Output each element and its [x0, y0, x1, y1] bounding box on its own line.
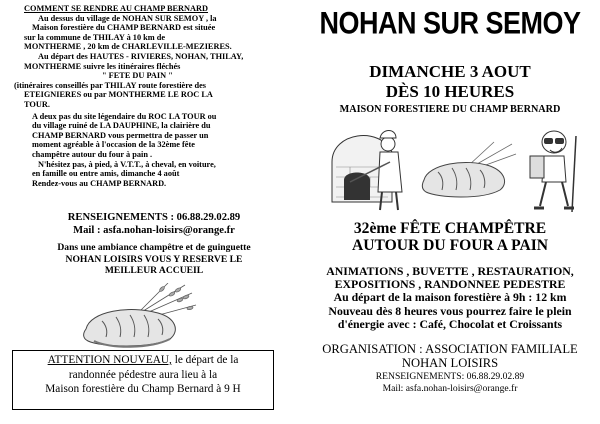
- ambiance-line: Dans une ambiance champêtre et de guinguette: [57, 242, 251, 253]
- organizer-line: NOHAN LOISIRS: [401, 356, 499, 370]
- program-line: d'énergie avec : Café, Chocolat et Croissants: [337, 316, 563, 331]
- right-mail: Mail: asfa.nohan-loisirs@orange.fr: [382, 383, 518, 394]
- festival-title-line: AUTOUR DU FOUR A PAIN: [351, 237, 549, 254]
- left-phone: RENSEIGNEMENTS : 06.88.29.02.89: [67, 212, 241, 223]
- left-contact-block: [14, 211, 294, 237]
- site-line: du village ruiné de LA DAUPHINE, la clairière du: [32, 121, 211, 131]
- attention-line: randonnée pédestre aura lieu à la: [68, 368, 218, 381]
- event-time: DÈS 10 HEURES: [385, 82, 515, 101]
- directions-line: MONTHERME suivre les itinéraires fléchés: [24, 61, 181, 71]
- baker-oven-illustration-icon: [330, 122, 420, 212]
- directions-line: Maison forestière du CHAMP BERNARD est située: [32, 23, 216, 33]
- program-line: Nouveau dès 8 heures vous pourrez faire le plein: [328, 303, 572, 318]
- program-line: ANIMATIONS , BUVETTE , RESTAURATION,: [326, 264, 574, 278]
- site-line: Rendez-vous au CHAMP BERNARD.: [32, 178, 167, 188]
- hiker-illustration-icon: [520, 126, 590, 216]
- program-block: [305, 265, 595, 331]
- attention-first-line: [13, 353, 273, 368]
- site-line: en famille ou entre amis, dimanche 4 août: [32, 169, 180, 179]
- site-line: moment agréable à l'occasion de la 32ème fête: [32, 140, 195, 150]
- directions-heading: COMMENT SE RENDRE AU CHAMP BERNARD: [24, 4, 209, 13]
- festival-title-block: [315, 220, 585, 254]
- directions-line: TOUR.: [24, 99, 50, 109]
- attention-line: Maison forestière du Champ Bernard à 9 H: [45, 383, 241, 395]
- directions-line: (itinéraires conseillés par THILAY route forestière des: [14, 80, 207, 90]
- site-line: champêtre autour du four à pain .: [32, 149, 153, 159]
- left-mail: Mail : asfa.nohan-loisirs@orange.fr: [73, 225, 235, 236]
- directions-line: ETEIGNIERES ou par MONTHERME LE ROC LA: [24, 90, 213, 100]
- venue-name: MAISON FORESTIERE DU CHAMP BERNARD: [339, 104, 561, 115]
- bread-loaf-illustration-icon: [420, 140, 520, 200]
- bread-wheat-illustration-icon: [80, 283, 200, 349]
- directions-line: sur la commune de THILAY à 10 km de: [24, 32, 166, 42]
- organizer-block: [315, 342, 585, 370]
- organizer-line: ORGANISATION : ASSOCIATION FAMILIALE: [322, 342, 578, 356]
- site-line: N'hésitez pas, à pied, à V.T.T., à cheval, en voiture,: [38, 159, 216, 169]
- event-date-block: [315, 62, 585, 102]
- village-title: NOHAN SUR SEMOY: [319, 5, 581, 41]
- ambiance-line: MEILLEUR ACCUEIL: [104, 265, 204, 276]
- directions-line: Au départ des HAUTES - RIVIERES, NOHAN, THILAY,: [38, 51, 244, 61]
- ambiance-block: [14, 242, 294, 277]
- right-phone: RENSEIGNEMENTS: 06.88.29.02.89: [375, 371, 525, 382]
- site-line: CHAMP BERNARD vous permettra de passer un: [32, 130, 209, 140]
- program-line: Au départ de la maison forestière à 9h : 12 km: [333, 290, 567, 305]
- directions-block: [14, 4, 294, 188]
- directions-line: MONTHERME , 20 km de CHARLEVILLE-MEZIERES.: [24, 42, 232, 52]
- festival-title-line: 32ème FÊTE CHAMPÊTRE: [353, 220, 547, 237]
- program-line: EXPOSITIONS , RANDONNEE PEDESTRE: [334, 277, 566, 292]
- directions-line: " FETE DU PAIN ": [102, 71, 173, 81]
- site-line: A deux pas du site légendaire du ROC LA TOUR ou: [32, 111, 217, 121]
- right-contact-block: [315, 371, 585, 395]
- event-date: DIMANCHE 3 AOUT: [369, 62, 531, 81]
- attention-label: ATTENTION NOUVEAU,: [47, 354, 172, 366]
- ambiance-line: NOHAN LOISIRS VOUS Y RESERVE LE: [65, 253, 243, 265]
- directions-line: Au dessus du village de NOHAN SUR SEMOY , la: [38, 13, 217, 23]
- attention-box: [12, 350, 274, 410]
- attention-text: le départ de la: [171, 354, 239, 366]
